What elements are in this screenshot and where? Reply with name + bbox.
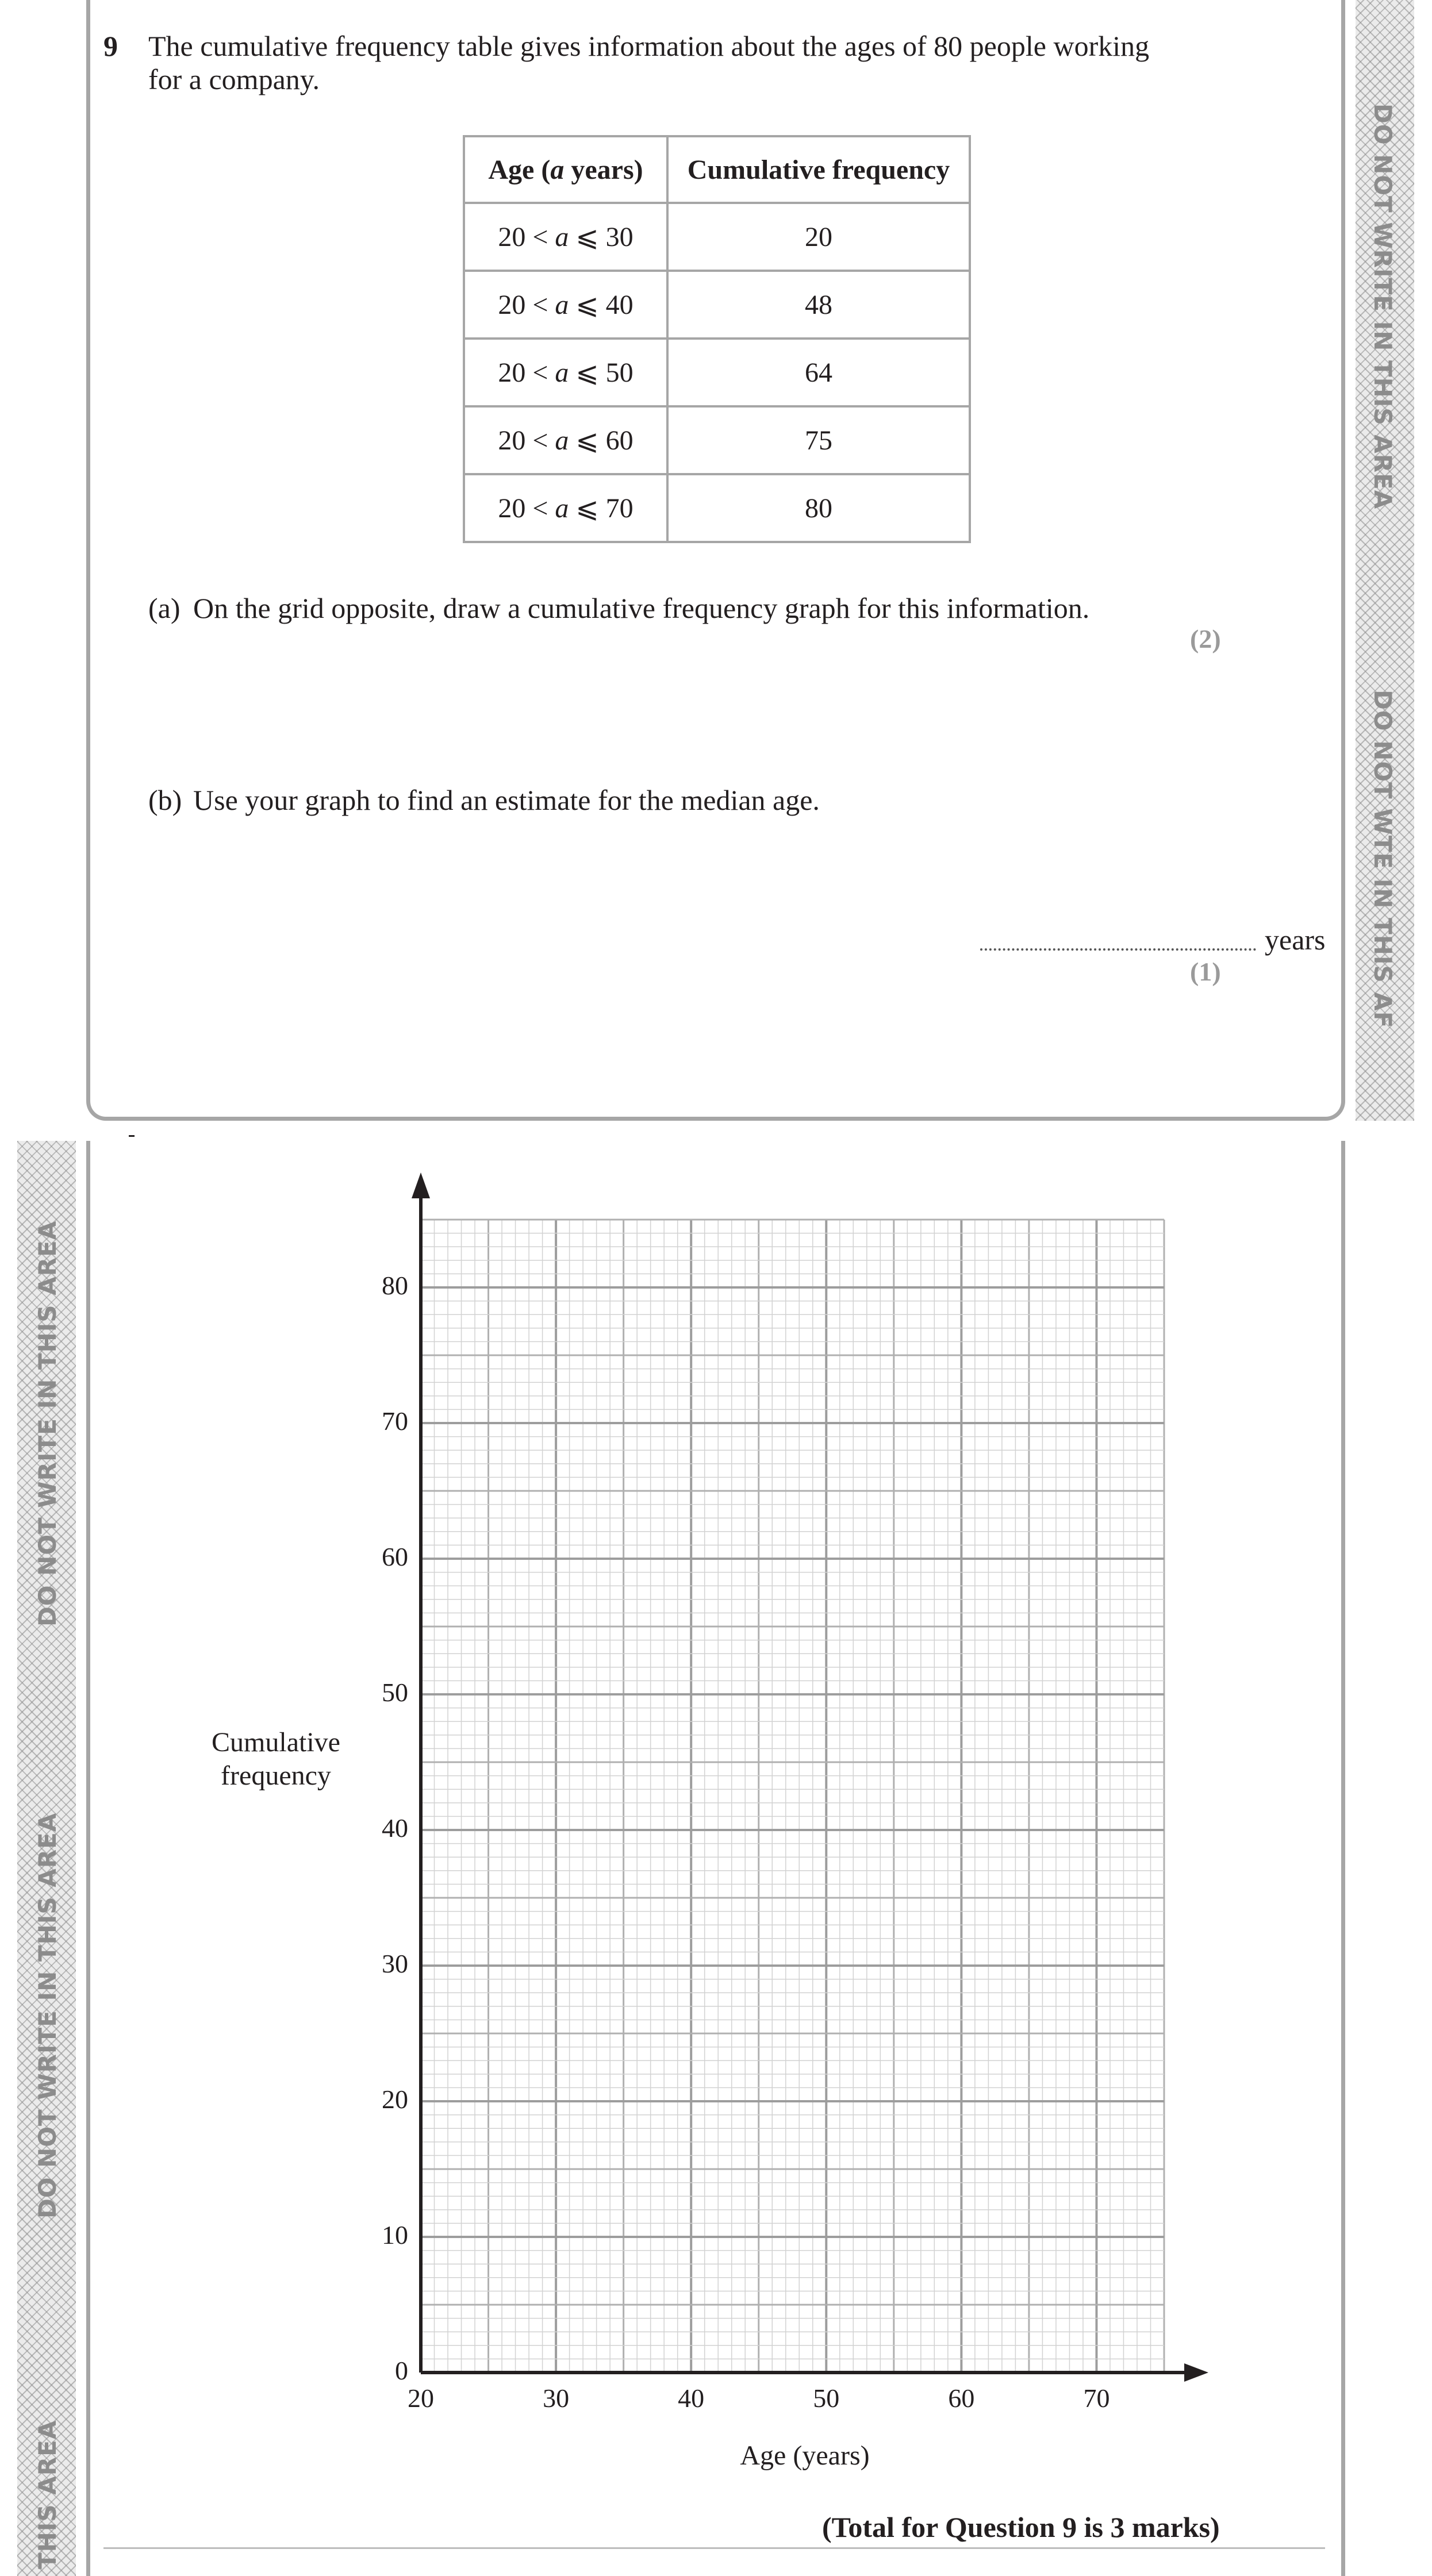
y-tick-label: 30: [382, 1949, 408, 1978]
cf-cell: 64: [667, 339, 970, 406]
x-axis-title: Age (years): [740, 2440, 870, 2471]
y-tick-label: 20: [382, 2085, 408, 2114]
age-cell: 20 < a ⩽ 40: [464, 271, 667, 339]
age-cell: 20 < a ⩽ 50: [464, 339, 667, 406]
y-tick-label: 40: [382, 1813, 408, 1843]
y-tick-label: 10: [382, 2220, 408, 2250]
grid: [421, 1220, 1164, 2373]
part-a-marks: (2): [1190, 624, 1221, 653]
x-axis-arrow: [1184, 2363, 1208, 2382]
part-b-label: (b): [148, 784, 182, 816]
y-tick-label: 70: [382, 1406, 408, 1436]
cf-cell: 48: [667, 271, 970, 339]
y-axis-arrow: [412, 1172, 430, 1198]
question-text-line2: for a company.: [148, 63, 320, 95]
y-tick-label: 0: [395, 2356, 408, 2385]
cf-cell: 20: [667, 203, 970, 271]
cf-cell: 80: [667, 474, 970, 542]
y-axis-title: Cumulative frequency: [212, 1727, 340, 1791]
x-tick-label: 60: [948, 2383, 975, 2413]
x-tick-label: 50: [813, 2383, 840, 2413]
part-a-label: (a): [148, 592, 181, 624]
age-cell: 20 < a ⩽ 30: [464, 203, 667, 271]
bottom-rule: [103, 2547, 1325, 2549]
x-tick-label: 30: [543, 2383, 570, 2413]
part-b-text: Use your graph to find an estimate for the median age.: [193, 784, 820, 816]
x-tick-label: 70: [1083, 2383, 1110, 2413]
question-text-line1: The cumulative frequency table gives information about the ages of 80 people working: [148, 30, 1150, 62]
margin-warning-left-2: DO NOT WRITE IN THIS AREA: [33, 1812, 62, 2219]
margin-warning-left-3: THIS AREA: [33, 2420, 62, 2569]
total-marks: (Total for Question 9 is 3 marks): [822, 2511, 1220, 2543]
part-a-text: On the grid opposite, draw a cumulative frequency graph for this information.: [193, 592, 1090, 624]
age-cell: 20 < a ⩽ 60: [464, 406, 667, 474]
cf-cell: 75: [667, 406, 970, 474]
y-tick-label: 80: [382, 1271, 408, 1300]
margin-warning-right-2: DO NOT WTE IN THIS AF: [1369, 690, 1397, 1029]
margin-warning-right-1: DO NOT WRITE IN THIS AREA: [1369, 103, 1397, 510]
margin-warning-left-1: DO NOT WRITE IN THIS AREA: [33, 1220, 62, 1627]
part-b-marks: (1): [1190, 957, 1221, 986]
answer-unit: years: [1265, 924, 1326, 956]
x-tick-label: 20: [408, 2383, 434, 2413]
y-tick-label: 60: [382, 1542, 408, 1571]
y-tick-label: 50: [382, 1678, 408, 1707]
question-number: 9: [103, 30, 118, 62]
header-cf: Cumulative frequency: [667, 136, 970, 203]
age-cell: 20 < a ⩽ 70: [464, 474, 667, 542]
header-age: Age (a years): [464, 136, 667, 203]
x-tick-label: 40: [678, 2383, 705, 2413]
